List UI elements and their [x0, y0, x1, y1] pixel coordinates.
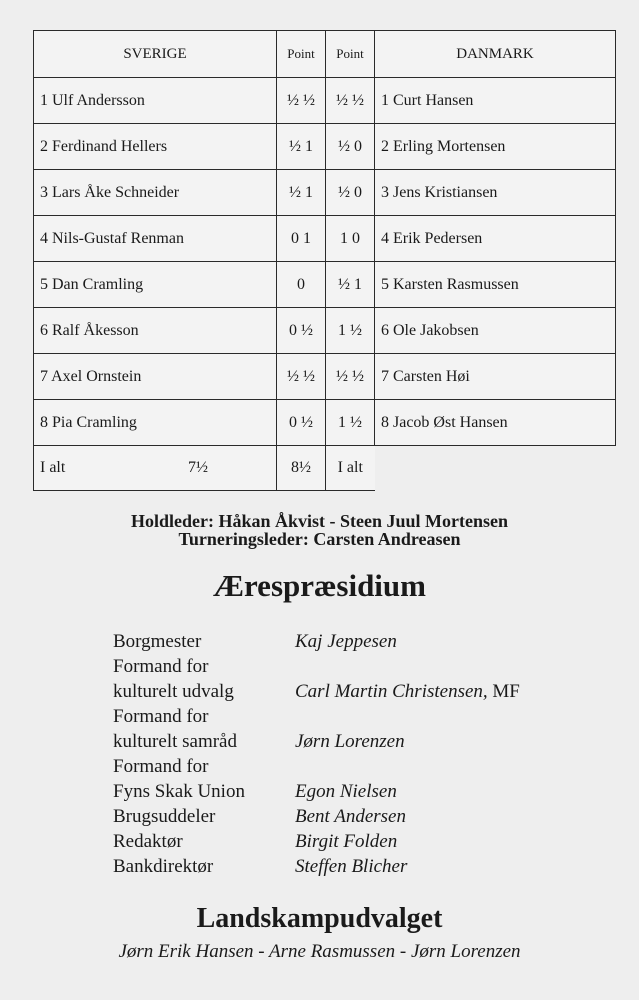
total-label: I alt — [40, 459, 66, 476]
team-leaders: Holdleder: Håkan Åkvist - Steen Juul Mortensen — [130, 511, 508, 531]
player-sverige: 2 Ferdinand Hellers — [34, 124, 277, 170]
table-row — [34, 170, 616, 216]
point-sverige: ½ ½ — [277, 78, 326, 124]
header-danmark: DANMARK — [375, 31, 616, 78]
presidium-role: Formand for — [113, 656, 209, 677]
player-sverige: 4 Nils-Gustaf Renman — [34, 216, 277, 262]
presidium-person-name: Egon Nielsen — [295, 781, 397, 802]
player-sverige: 3 Lars Åke Schneider — [34, 170, 277, 216]
presidium-person-suffix: MF — [487, 681, 520, 702]
point-danmark: 1 ½ — [326, 400, 375, 446]
player-sverige: 7 Axel Ornstein — [34, 354, 277, 400]
presidium-person — [295, 831, 397, 853]
table-total-row — [34, 446, 616, 491]
player-sverige: 5 Dan Cramling — [34, 262, 277, 308]
presidium-role: Brugsuddeler — [113, 806, 216, 827]
presidium-title: Ærespræsidium — [212, 568, 426, 603]
table-row — [34, 124, 616, 170]
presidium-person-name: Carl Martin Christensen, — [295, 681, 488, 702]
point-sverige: 0 1 — [277, 216, 326, 262]
total-right-empty — [375, 446, 616, 491]
point-danmark: ½ 1 — [326, 262, 375, 308]
player-sverige: 6 Ralf Åkesson — [34, 308, 277, 354]
player-danmark: 5 Karsten Rasmussen — [375, 262, 616, 308]
table-row — [34, 216, 616, 262]
presidium-person — [295, 631, 397, 653]
presidium-role: kulturelt udvalg — [113, 681, 234, 702]
player-sverige: 8 Pia Cramling — [34, 400, 277, 446]
point-danmark: 1 0 — [326, 216, 375, 262]
presidium-person-name: Jørn Lorenzen — [295, 731, 405, 752]
presidium-role: Bankdirektør — [113, 856, 214, 877]
total-left-cell — [34, 446, 277, 491]
player-danmark: 6 Ole Jakobsen — [375, 308, 616, 354]
presidium-role: Redaktør — [113, 831, 183, 852]
presidium-person — [295, 856, 407, 878]
header-point-right: Point — [326, 31, 375, 78]
committee-title: Landskampudvalget — [196, 903, 443, 934]
tournament-director: Turneringsleder: Carsten Andreasen — [178, 529, 461, 549]
presidium-person — [295, 681, 520, 703]
presidium-role: kulturelt samråd — [113, 731, 237, 752]
player-danmark: 3 Jens Kristiansen — [375, 170, 616, 216]
total-point-right: I alt — [326, 446, 375, 491]
point-sverige: 0 ½ — [277, 400, 326, 446]
presidium-person — [295, 806, 406, 828]
player-danmark: 1 Curt Hansen — [375, 78, 616, 124]
header-sverige: SVERIGE — [34, 31, 277, 78]
table-row — [34, 262, 616, 308]
player-danmark: 4 Erik Pedersen — [375, 216, 616, 262]
point-danmark: 1 ½ — [326, 308, 375, 354]
point-sverige: ½ 1 — [277, 124, 326, 170]
point-danmark: ½ 0 — [326, 124, 375, 170]
presidium-person-name: Birgit Folden — [295, 831, 398, 852]
presidium-person — [295, 731, 405, 753]
presidium-role: Formand for — [113, 756, 209, 777]
player-danmark: 8 Jacob Øst Hansen — [375, 400, 616, 446]
presidium-role: Borgmester — [113, 631, 202, 652]
table-row — [34, 354, 616, 400]
presidium-person-name: Kaj Jeppesen — [295, 631, 397, 652]
total-left-score: 7½ — [188, 459, 208, 476]
total-point-left: 8½ — [277, 446, 326, 491]
match-results-table — [33, 30, 616, 491]
table-header-row — [34, 31, 616, 78]
point-sverige: 0 — [277, 262, 326, 308]
point-sverige: ½ ½ — [277, 354, 326, 400]
point-sverige: 0 ½ — [277, 308, 326, 354]
point-danmark: ½ ½ — [326, 78, 375, 124]
presidium-person-name: Bent Andersen — [295, 806, 406, 827]
point-danmark: ½ ½ — [326, 354, 375, 400]
player-sverige: 1 Ulf Andersson — [34, 78, 277, 124]
table-row — [34, 308, 616, 354]
point-sverige: ½ 1 — [277, 170, 326, 216]
header-point-left: Point — [277, 31, 326, 78]
player-danmark: 7 Carsten Høi — [375, 354, 616, 400]
committee-names: Jørn Erik Hansen - Arne Rasmussen - Jørn Lorenzen — [118, 941, 521, 962]
table-row — [34, 78, 616, 124]
presidium-person — [295, 781, 397, 803]
table-row — [34, 400, 616, 446]
presidium-person-name: Steffen Blicher — [295, 856, 408, 877]
point-danmark: ½ 0 — [326, 170, 375, 216]
presidium-role: Formand for — [113, 706, 209, 727]
player-danmark: 2 Erling Mortensen — [375, 124, 616, 170]
presidium-role: Fyns Skak Union — [113, 781, 245, 802]
